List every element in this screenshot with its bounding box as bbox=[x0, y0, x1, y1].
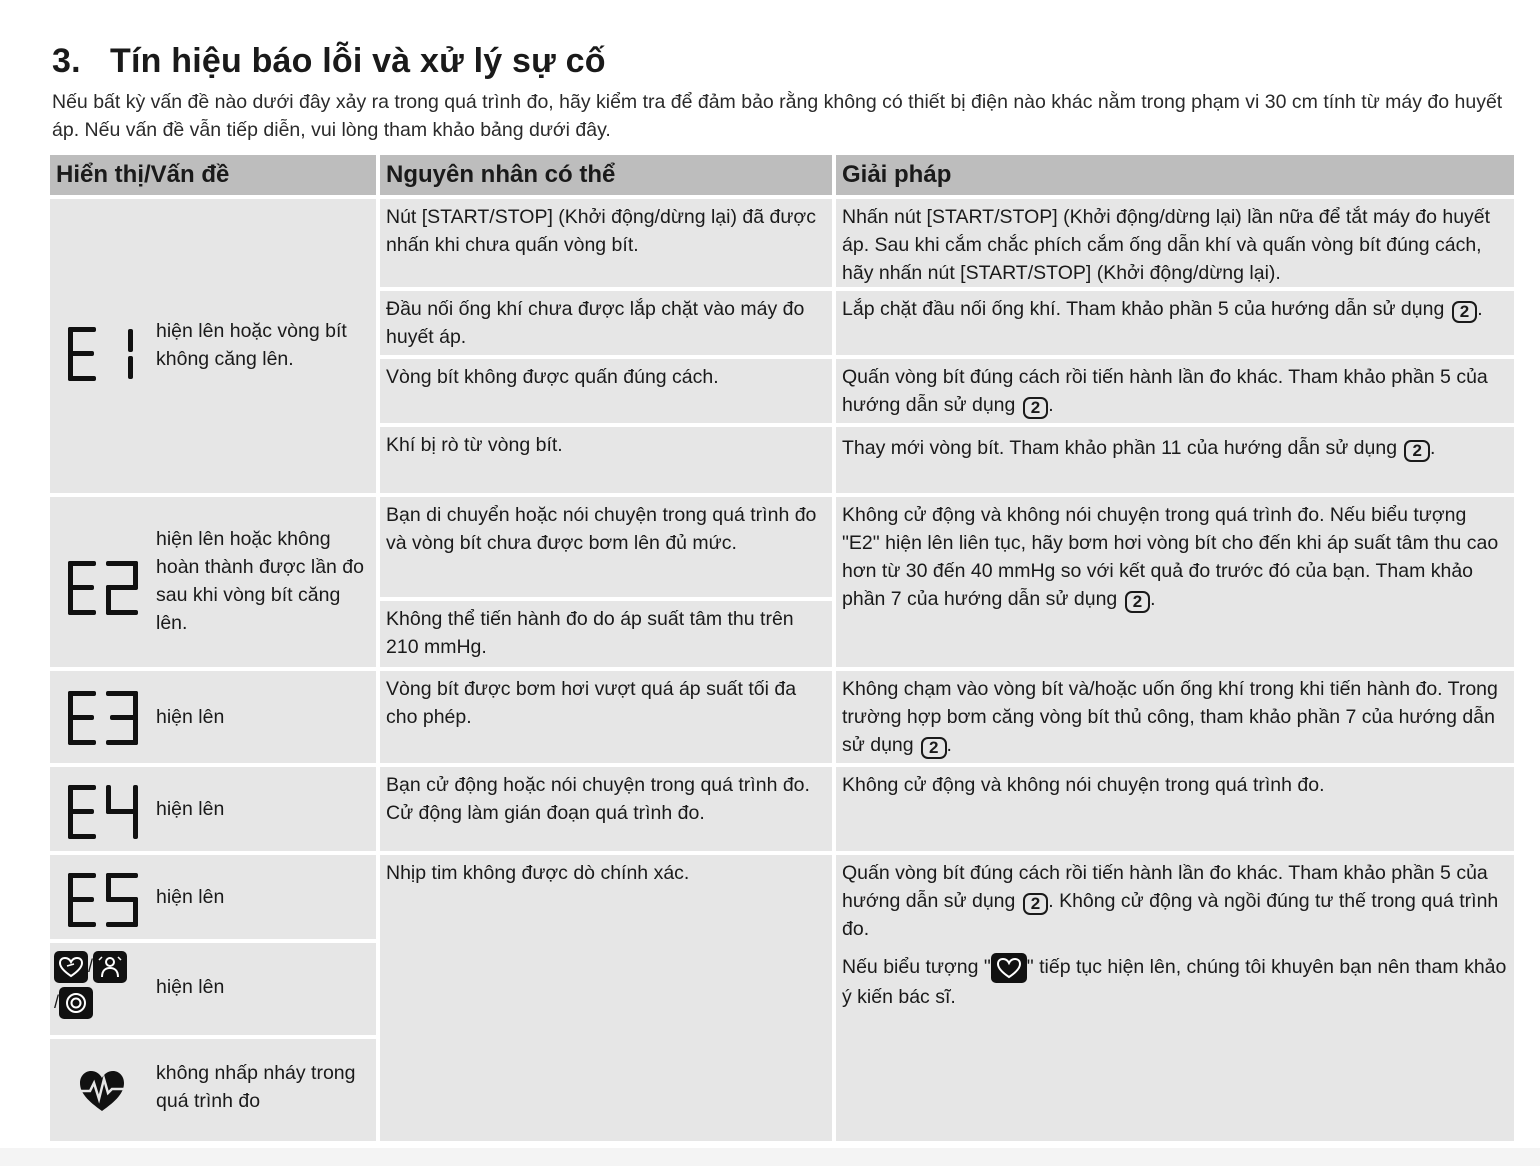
e2-cause-2: Không thể tiến hành đo do áp suất tâm thu trên 210 mmHg. bbox=[380, 601, 832, 667]
row-e2-display bbox=[50, 497, 376, 667]
manual-ref-badge: 2 bbox=[1125, 591, 1150, 613]
e4-description: hiện lên bbox=[156, 798, 225, 820]
irregular-heartbeat-icons: / / bbox=[54, 951, 127, 1019]
body-movement-icon bbox=[93, 951, 127, 983]
e1-code-icon bbox=[66, 325, 142, 383]
e1-cause-1: Nút [START/STOP] (Khởi động/dừng lại) đã được nhấn khi chưa quấn vòng bít. bbox=[380, 199, 832, 287]
manual-ref-badge: 2 bbox=[1023, 397, 1048, 419]
symbols-description: hiện lên bbox=[156, 976, 225, 998]
row-e1-display bbox=[50, 199, 376, 493]
e1-cause-2: Đầu nối ống khí chưa được lắp chặt vào máy đo huyết áp. bbox=[380, 291, 832, 355]
e5-code-icon bbox=[66, 871, 142, 929]
e3-code-icon bbox=[66, 689, 142, 747]
row-heart-display bbox=[50, 1039, 376, 1141]
row-e3-display bbox=[50, 671, 376, 763]
e1-solution-3: Quấn vòng bít đúng cách rồi tiến hành lần đo khác. Tham khảo phần 5 của hướng dẫn sử dụng 2 . bbox=[836, 359, 1514, 423]
manual-ref-badge: 2 bbox=[1023, 893, 1048, 915]
header-solution: Giải pháp bbox=[836, 155, 1514, 195]
e4-solution: Không cử động và không nói chuyện trong quá trình đo. bbox=[836, 767, 1514, 851]
row-symbols-display bbox=[50, 943, 376, 1035]
e5-description: hiện lên bbox=[156, 886, 225, 908]
e2-code-icon bbox=[66, 559, 142, 617]
e5-solution-1: Quấn vòng bít đúng cách rồi tiến hành lần đo khác. Tham khảo phần 5 của hướng dẫn sử dụng 2 . Không cử động và ngồi đúng tư thế trong quá trình đo. bbox=[842, 862, 1499, 940]
manual-ref-badge: 2 bbox=[1404, 440, 1429, 462]
e1-solution-2: Lắp chặt đầu nối ống khí. Tham khảo phần 5 của hướng dẫn sử dụng 2 . bbox=[836, 291, 1514, 355]
row-e5-display bbox=[50, 855, 376, 939]
e3-description: hiện lên bbox=[156, 706, 225, 728]
e3-cause: Vòng bít được bơm hơi vượt quá áp suất tối đa cho phép. bbox=[380, 671, 832, 763]
e4-cause: Bạn cử động hoặc nói chuyện trong quá trình đo. Cử động làm gián đoạn quá trình đo. bbox=[380, 767, 832, 851]
e1-cause-3: Vòng bít không được quấn đúng cách. bbox=[380, 359, 832, 423]
irregular-heart-icon bbox=[991, 953, 1027, 983]
e5-solution bbox=[836, 855, 1514, 1141]
section-title bbox=[52, 42, 606, 81]
e4-code-icon bbox=[66, 783, 142, 841]
cuff-wrap-icon bbox=[59, 987, 93, 1019]
manual-ref-badge: 2 bbox=[921, 737, 946, 759]
irregular-heart-icon bbox=[54, 951, 88, 983]
troubleshooting-table bbox=[50, 155, 1514, 1141]
e1-description: hiện lên hoặc vòng bít không căng lên. bbox=[156, 320, 347, 370]
page-bottom-edge bbox=[0, 1148, 1540, 1166]
intro-paragraph: Nếu bất kỳ vấn đề nào dưới đây xảy ra trong quá trình đo, hãy kiểm tra để đảm bảo rằng không có thiết bị điện nào khác nằm trong phạm vi 30 cm tính từ máy đo huyết áp. Nếu vấn đề vẫn tiếp diễn, vui lòng tham khảo bảng dưới đây. bbox=[52, 91, 1503, 141]
e2-solution: Không cử động và không nói chuyện trong quá trình đo. Nếu biểu tượng "E2" hiện lên liên tục, hãy bơm hơi vòng bít cho đến khi áp suất tâm thu cao hơn từ 30 đến 40 mmHg so với kết quả đo trước đó của bạn. Tham khảo phần 7 của hướng dẫn sử dụng 2 . bbox=[836, 497, 1514, 667]
e1-cause-4: Khí bị rò từ vòng bít. bbox=[380, 427, 832, 493]
e2-cause-1: Bạn di chuyển hoặc nói chuyện trong quá trình đo và vòng bít chưa được bơm lên đủ mức. bbox=[380, 497, 832, 597]
e5-cause: Nhịp tim không được dò chính xác. bbox=[380, 855, 832, 1141]
heart-description: không nhấp nháy trong quá trình đo bbox=[156, 1062, 356, 1112]
row-e4-display bbox=[50, 767, 376, 851]
heartbeat-icon bbox=[76, 1067, 128, 1115]
e1-solution-4: Thay mới vòng bít. Tham khảo phần 11 của hướng dẫn sử dụng 2 . bbox=[836, 427, 1514, 493]
e2-description: hiện lên hoặc không hoàn thành được lần đo sau khi vòng bít căng lên. bbox=[156, 528, 364, 634]
e3-solution: Không chạm vào vòng bít và/hoặc uốn ống khí trong khi tiến hành đo. Trong trường hợp bơm căng vòng bít thủ công, tham khảo phần 7 của hướng dẫn sử dụng 2 . bbox=[836, 671, 1514, 763]
manual-ref-badge: 2 bbox=[1452, 301, 1477, 323]
e1-solution-1: Nhấn nút [START/STOP] (Khởi động/dừng lại) lần nữa để tắt máy đo huyết áp. Sau khi cắm chắc phích cắm ống dẫn khí và quấn vòng bít đúng cách, hãy nhấn nút [START/STOP] (Khởi động/dừng lại). bbox=[836, 199, 1514, 287]
section-title-text: Tín hiệu báo lỗi và xử lý sự cố bbox=[110, 42, 606, 80]
header-display-problem: Hiển thị/Vấn đề bbox=[50, 155, 376, 195]
header-possible-cause: Nguyên nhân có thể bbox=[380, 155, 832, 195]
section-number: 3. bbox=[52, 42, 81, 80]
e5-solution-2: Nếu biểu tượng " " tiếp tục hiện lên, chúng tôi khuyên bạn nên tham khảo ý kiến bác sĩ. bbox=[842, 953, 1508, 1011]
